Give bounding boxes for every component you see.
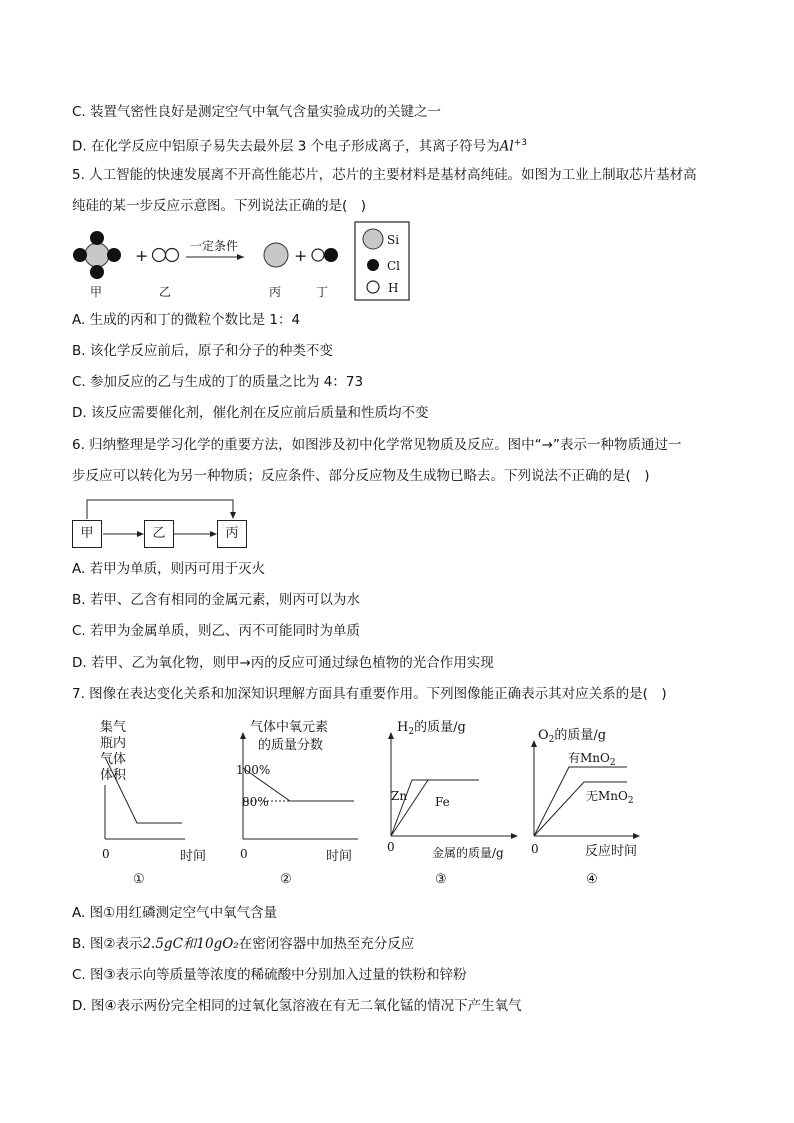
q5-option-a: A. 生成的丙和丁的微粒个数比是 1：4	[72, 312, 301, 328]
q5-stem-line1: 5. 人工智能的快速发展离不开高性能芯片，芯片的主要材料是基材高纯硅。如图为工业上制取芯片基材高	[72, 167, 697, 183]
q7-stem: 7. 图像在表达变化关系和加深知识理解方面具有重要作用。下列图像能正确表示其对应关系的是( )	[72, 686, 667, 702]
q6-stem-line2: 步反应可以转化为另一种物质；反应条件、部分反应物及生成物已略去。下列说法不正确的是( )	[72, 468, 650, 484]
g3-fe-label: Fe	[435, 795, 450, 809]
graph-1	[90, 712, 207, 887]
plus-sign-2: +	[294, 246, 308, 265]
g4-with-label	[568, 751, 616, 768]
option-d-q4	[72, 133, 527, 157]
q5-option-d: D. 该反应需要催化剂，催化剂在反应前后质量和性质均不变	[72, 405, 429, 421]
g4-ylabel-main: O	[538, 728, 549, 743]
g3-ylabel-rest: 的质量/g	[414, 720, 466, 735]
legend-si: Si	[387, 233, 400, 247]
g2-number: ②	[280, 872, 292, 887]
g2-origin: 0	[240, 847, 248, 861]
q5-reaction-diagram	[66, 220, 426, 310]
graph-3	[385, 712, 520, 887]
g1-ylabel-2: 瓶内	[100, 736, 127, 751]
g4-with-main: 有MnO	[568, 751, 610, 765]
q7-option-a: A. 图①用红磷测定空气中氧气含量	[72, 905, 278, 921]
atom-legend	[355, 222, 409, 300]
g4-with-sub: 2	[609, 758, 616, 768]
g2-xlabel: 时间	[326, 849, 353, 864]
g3-zn-label: Zn	[391, 789, 408, 803]
q6-option-a: A. 若甲为单质，则丙可用于灭火	[72, 561, 266, 577]
g3-number: ③	[435, 872, 447, 887]
g1-origin: 0	[102, 847, 110, 861]
g1-ylabel-3: 气体	[100, 752, 127, 767]
g3-ylabel-sub: 2	[408, 727, 415, 737]
legend-h: H	[388, 281, 399, 295]
q5-stem-line2: 纯硅的某一步反应示意图。下列说法正确的是( )	[72, 198, 367, 214]
option-c-q4: C. 装置气密性良好是测定空气中氧气含量实验成功的关键之一	[72, 104, 442, 120]
legend-cl: Cl	[387, 259, 401, 273]
plus-sign-1: +	[135, 246, 149, 265]
g2-tick-100: 100%	[236, 763, 271, 777]
q6-option-b: B. 若甲、乙含有相同的金属元素，则丙可以为水	[72, 592, 360, 608]
molecule-ding	[312, 248, 338, 262]
q7-option-b	[72, 934, 414, 954]
reaction-condition: 一定条件	[190, 239, 239, 253]
q7-option-b-post: 在密闭容器中加热至充分反应	[238, 936, 415, 952]
box-yi: 乙	[144, 520, 174, 548]
g4-ylabel-sub: 2	[548, 735, 555, 745]
graph-4	[529, 712, 649, 887]
g1-number: ①	[133, 872, 145, 887]
g3-ylabel-main: H	[397, 720, 409, 735]
g2-ylabel-2: 的质量分数	[258, 738, 324, 753]
option-d-q4-text: D. 在化学反应中铝原子易失去最外层 3 个电子形成离子，其离子符号为	[72, 138, 500, 155]
molecule-yi	[153, 249, 179, 262]
label-ding: 丁	[316, 285, 329, 299]
label-jia: 甲	[90, 285, 103, 299]
g1-ylabel-1: 集气	[100, 720, 127, 735]
molecule-jia	[73, 231, 121, 279]
ion-symbol: Al	[499, 138, 514, 155]
q6-option-c: C. 若甲为金属单质，则乙、丙不可能同时为单质	[72, 623, 361, 639]
g3-xlabel: 金属的质量/g	[432, 846, 504, 860]
q7-option-b-math: 2.5gC和10gO₂	[142, 936, 239, 952]
q6-option-d: D. 若甲、乙为氧化物，则甲→丙的反应可通过绿色植物的光合作用实现	[72, 655, 494, 671]
q7-option-d: D. 图④表示两份完全相同的过氧化氢溶液在有无二氧化锰的情况下产生氧气	[72, 998, 522, 1014]
g4-without-label	[586, 789, 634, 806]
g4-origin: 0	[531, 842, 539, 856]
g4-without-sub: 2	[627, 796, 634, 806]
q5-option-b: B. 该化学反应前后，原子和分子的种类不变	[72, 343, 333, 359]
molecule-bing	[264, 243, 288, 267]
q7-option-b-pre: B. 图②表示	[72, 936, 143, 952]
g4-number: ④	[586, 872, 598, 887]
g3-ylabel	[397, 720, 466, 737]
q5-option-c: C. 参加反应的乙与生成的丁的质量之比为 4：73	[72, 374, 364, 390]
box-bing: 丙	[217, 520, 247, 548]
q6-transformation-diagram	[72, 494, 252, 550]
q6-stem-line1: 6. 归纳整理是学习化学的重要方法，如图涉及初中化学常见物质及反应。图中“→”表示一种物质通过一	[72, 437, 682, 453]
q7-option-c: C. 图③表示向等质量等浓度的稀硫酸中分别加入过量的铁粉和锌粉	[72, 967, 467, 983]
ion-charge: +3	[513, 138, 528, 148]
g2-tick-80: 80%	[242, 795, 269, 809]
g1-ylabel-4: 体积	[100, 768, 127, 783]
graph-2	[228, 712, 363, 887]
g3-origin: 0	[387, 840, 395, 854]
label-bing: 丙	[269, 285, 282, 299]
g1-xlabel: 时间	[180, 849, 207, 864]
g4-xlabel: 反应时间	[585, 844, 638, 859]
g4-without-main: 无MnO	[586, 789, 628, 803]
label-yi: 乙	[159, 285, 172, 299]
g4-ylabel	[538, 728, 606, 745]
box-jia: 甲	[72, 520, 102, 548]
g4-ylabel-rest: 的质量/g	[554, 728, 607, 743]
g2-ylabel-1: 气体中氧元素	[250, 720, 329, 735]
